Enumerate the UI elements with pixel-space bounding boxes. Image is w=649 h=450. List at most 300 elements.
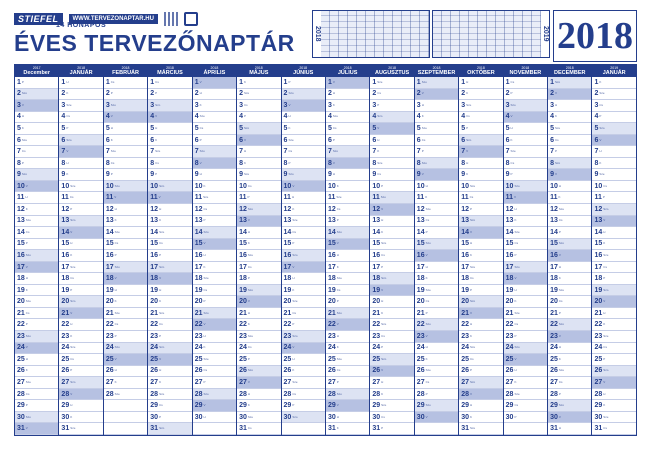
day-number: 6 <box>239 136 244 144</box>
day-number: 12 <box>194 205 203 213</box>
weekday-label: P <box>425 229 428 234</box>
weekday-label: K <box>470 252 473 257</box>
day-cell <box>15 181 58 193</box>
weekday-label: Szo <box>25 333 31 338</box>
day-cell <box>148 343 191 355</box>
weekday-label: H <box>159 206 162 211</box>
day-cell <box>148 135 191 147</box>
weekday-label: V <box>466 149 469 154</box>
day-number: 21 <box>239 309 247 317</box>
day-cell <box>148 100 191 112</box>
weekday-label: P <box>558 229 561 234</box>
weekday-label: K <box>599 79 602 84</box>
day-cell <box>415 412 458 424</box>
day-number: 30 <box>550 413 558 421</box>
day-cell <box>370 146 413 158</box>
weekday-label: Szo <box>425 241 431 246</box>
weekday-label: P <box>425 310 428 315</box>
weekday-label: Cs <box>558 379 563 384</box>
weekday-label: P <box>159 414 162 419</box>
weekday-label: Sze <box>25 299 31 304</box>
day-cell <box>282 308 325 320</box>
day-number: 11 <box>239 194 247 202</box>
weekday-label: V <box>288 102 291 107</box>
weekday-label: Cs <box>381 252 385 257</box>
day-cell <box>370 423 413 435</box>
weekday-label: Cs <box>114 241 119 246</box>
weekday-label: V <box>510 114 513 119</box>
day-cell <box>592 181 635 193</box>
weekday-label: P <box>25 241 28 246</box>
day-number: 6 <box>283 136 288 144</box>
day-number: 21 <box>550 309 558 317</box>
day-cell <box>592 204 635 216</box>
weekday-label: V <box>25 183 28 188</box>
day-number: 14 <box>105 228 114 236</box>
day-number: 19 <box>239 286 247 294</box>
day-cell <box>15 112 58 124</box>
day-cell <box>592 366 635 378</box>
day-number: 27 <box>283 378 292 386</box>
day-number: 18 <box>550 275 558 283</box>
day-number: 25 <box>505 355 514 363</box>
day-number: 16 <box>461 251 470 259</box>
day-cell <box>237 112 280 124</box>
day-cell <box>326 216 369 228</box>
day-number: 9 <box>194 171 199 179</box>
weekday-label: H <box>247 310 251 315</box>
weekday-label: H <box>381 218 384 223</box>
day-number: 2 <box>194 90 199 98</box>
day-cell <box>282 250 325 262</box>
weekday-label: Szo <box>514 264 520 269</box>
month-column <box>370 65 414 435</box>
day-cell <box>148 319 191 331</box>
day-number: 23 <box>327 332 336 340</box>
day-cell <box>370 216 413 228</box>
day-cell <box>148 423 191 435</box>
day-cell <box>15 308 58 320</box>
day-cell <box>326 169 369 181</box>
month-year: 2018 <box>254 65 263 70</box>
day-cell <box>148 158 191 170</box>
day-cell <box>237 89 280 101</box>
weekday-label: H <box>336 252 339 257</box>
day-cell <box>148 400 191 412</box>
weekday-label: K <box>199 102 202 107</box>
weekday-label: Cs <box>159 322 163 327</box>
day-cell <box>504 216 547 228</box>
weekday-label: Sze <box>514 391 520 396</box>
day-cell <box>459 204 502 216</box>
month-name: MÁRCIUS <box>157 69 183 76</box>
weekday-label: P <box>514 252 517 257</box>
weekday-label: H <box>159 368 162 373</box>
weekday-label: P <box>554 149 557 154</box>
day-cell <box>237 400 280 412</box>
day-cell <box>415 169 458 181</box>
weekday-label: H <box>288 114 291 119</box>
day-number: 12 <box>372 205 381 213</box>
day-cell <box>148 389 191 401</box>
day-cell <box>548 285 591 297</box>
weekday-label: Szo <box>336 229 342 234</box>
day-cell <box>104 89 147 101</box>
weekday-label: K <box>558 195 561 200</box>
weekday-label: Sze <box>599 91 605 96</box>
day-cell <box>592 354 635 366</box>
day-number: 31 <box>239 425 247 433</box>
day-number: 7 <box>239 148 244 156</box>
day-number: 15 <box>550 240 558 248</box>
day-cell <box>459 377 502 389</box>
day-number: 28 <box>194 390 203 398</box>
day-cell <box>415 239 458 251</box>
day-number: 19 <box>550 286 558 294</box>
day-number: 14 <box>461 228 470 236</box>
weekday-label: P <box>336 299 339 304</box>
day-number: 13 <box>194 217 203 225</box>
day-cell <box>148 123 191 135</box>
day-number: 22 <box>17 321 25 329</box>
day-number: 16 <box>372 251 381 259</box>
day-number: 3 <box>105 101 110 109</box>
day-number: 13 <box>327 217 336 225</box>
day-cell <box>459 181 502 193</box>
day-cell <box>459 262 502 274</box>
day-cell <box>592 227 635 239</box>
weekday-label: K <box>159 218 162 223</box>
weekday-label: V <box>25 345 28 350</box>
day-number: 10 <box>194 182 203 190</box>
day-number: 23 <box>594 332 603 340</box>
day-number: 30 <box>372 413 381 421</box>
weekday-label: K <box>70 414 73 419</box>
day-cell <box>326 319 369 331</box>
weekday-label: Cs <box>292 310 296 315</box>
month-year: 2018 <box>210 65 219 70</box>
day-number: 1 <box>461 78 466 86</box>
weekday-label: V <box>558 333 561 338</box>
weekday-label: P <box>466 125 469 130</box>
weekday-label: Cs <box>514 241 519 246</box>
day-cell <box>15 89 58 101</box>
day-number: 7 <box>594 148 599 156</box>
day-cell <box>59 135 102 147</box>
day-cell <box>370 123 413 135</box>
day-number: 28 <box>372 390 381 398</box>
empty-day-cell <box>415 423 458 435</box>
empty-day-cell <box>504 423 547 435</box>
day-number: 20 <box>505 298 514 306</box>
weekday-label: K <box>244 160 247 165</box>
day-cell <box>326 412 369 424</box>
day-number: 25 <box>327 355 336 363</box>
weekday-label: K <box>332 102 335 107</box>
day-number: 20 <box>150 298 159 306</box>
day-cell <box>15 377 58 389</box>
day-number: 19 <box>372 286 381 294</box>
weekday-label: Cs <box>25 391 30 396</box>
month-header <box>15 65 58 77</box>
weekday-label: V <box>514 276 517 281</box>
day-cell <box>282 112 325 124</box>
day-cell <box>592 89 635 101</box>
day-number: 11 <box>594 194 602 202</box>
day-number: 17 <box>61 263 70 271</box>
day-cell <box>415 400 458 412</box>
day-cell <box>15 204 58 216</box>
month-column <box>326 65 370 435</box>
weekday-label: V <box>603 299 606 304</box>
day-cell <box>459 250 502 262</box>
month-name: JÚLIUS <box>337 69 358 76</box>
day-number: 28 <box>150 390 159 398</box>
weekday-label: H <box>25 195 28 200</box>
weekday-label: P <box>199 137 202 142</box>
day-cell <box>15 343 58 355</box>
weekday-label: Cs <box>377 91 381 96</box>
day-cell <box>282 412 325 424</box>
weekday-label: Sze <box>21 137 28 142</box>
day-number: 14 <box>372 228 381 236</box>
day-number: 14 <box>327 228 336 236</box>
day-cell <box>548 331 591 343</box>
day-cell <box>15 285 58 297</box>
day-cell <box>548 204 591 216</box>
weekday-label: H <box>199 91 202 96</box>
day-cell <box>282 343 325 355</box>
weekday-label: Cs <box>25 310 30 315</box>
month-year: 2018 <box>166 65 174 70</box>
day-number: 14 <box>150 228 159 236</box>
weekday-label: H <box>425 345 428 350</box>
weekday-label: P <box>510 172 513 177</box>
weekday-label: H <box>470 322 473 327</box>
weekday-label: Cs <box>155 160 159 165</box>
day-cell <box>193 158 236 170</box>
day-cell <box>193 273 236 285</box>
day-number: 23 <box>283 332 292 340</box>
weekday-label: Cs <box>288 149 293 154</box>
day-cell <box>104 181 147 193</box>
day-number: 15 <box>327 240 336 248</box>
weekday-label: V <box>425 414 428 419</box>
day-cell <box>459 354 502 366</box>
weekday-label: P <box>159 252 162 257</box>
day-cell <box>59 273 102 285</box>
day-cell <box>282 400 325 412</box>
weekday-label: Sze <box>159 229 165 234</box>
weekday-label: Szo <box>558 403 565 408</box>
weekday-label: Szo <box>336 310 342 315</box>
weekday-label: Cs <box>603 345 607 350</box>
day-number: 22 <box>150 321 159 329</box>
day-cell <box>415 354 458 366</box>
weekday-label: Szo <box>203 229 209 234</box>
day-cell <box>592 331 635 343</box>
day-cell <box>326 227 369 239</box>
day-number: 21 <box>416 309 425 317</box>
day-cell <box>59 181 102 193</box>
day-cell <box>592 262 635 274</box>
weekday-label: P <box>70 368 73 373</box>
day-cell <box>237 100 280 112</box>
weekday-label: V <box>514 195 517 200</box>
weekday-label: Szo <box>21 172 28 177</box>
day-number: 16 <box>61 251 70 259</box>
day-number: 6 <box>461 136 466 144</box>
day-number: 21 <box>372 309 381 317</box>
day-number: 16 <box>550 251 558 259</box>
day-cell <box>592 216 635 228</box>
day-number: 1 <box>150 78 155 86</box>
day-cell <box>370 89 413 101</box>
day-cell <box>548 89 591 101</box>
day-cell <box>592 285 635 297</box>
day-number: 17 <box>105 263 114 271</box>
day-number: 2 <box>416 90 421 98</box>
weekday-label: Szo <box>203 310 209 315</box>
day-cell <box>104 343 147 355</box>
day-cell <box>148 296 191 308</box>
day-number: 7 <box>327 148 332 156</box>
weekday-label: K <box>244 79 247 84</box>
qr-code-icon <box>164 12 178 26</box>
day-number: 5 <box>105 124 110 132</box>
month-header <box>59 65 102 77</box>
day-number: 8 <box>594 159 599 167</box>
day-number: 7 <box>194 148 199 156</box>
day-cell <box>59 169 102 181</box>
day-number: 13 <box>239 217 247 225</box>
day-number: 4 <box>594 113 599 121</box>
weekday-label: Cs <box>466 114 470 119</box>
weekday-label: V <box>381 287 384 292</box>
day-number: 1 <box>594 78 599 86</box>
day-cell <box>459 135 502 147</box>
day-cell <box>237 158 280 170</box>
day-number: 29 <box>17 402 25 410</box>
weekday-label: P <box>336 218 339 223</box>
weekday-label: K <box>377 149 380 154</box>
month-name: JÚNIUS <box>293 69 314 76</box>
weekday-label: K <box>425 195 428 200</box>
day-cell <box>504 250 547 262</box>
day-cell <box>592 123 635 135</box>
day-number: 20 <box>194 298 203 306</box>
day-cell <box>193 354 236 366</box>
day-number: 23 <box>150 332 159 340</box>
month-year: 2018 <box>343 65 352 70</box>
day-cell <box>193 89 236 101</box>
day-number: 16 <box>17 251 25 259</box>
weekday-label: V <box>470 310 473 315</box>
weekday-label: K <box>421 114 424 119</box>
day-cell <box>282 216 325 228</box>
day-cell <box>104 112 147 124</box>
day-number: 21 <box>17 309 25 317</box>
weekday-label: H <box>247 391 251 396</box>
day-cell <box>282 331 325 343</box>
day-cell <box>504 412 547 424</box>
day-cell <box>282 366 325 378</box>
day-cell <box>459 227 502 239</box>
day-number: 16 <box>150 251 159 259</box>
weekday-label: Sze <box>558 206 565 211</box>
day-number: 17 <box>283 263 292 271</box>
day-number: 26 <box>594 367 603 375</box>
day-cell <box>459 423 502 435</box>
weekday-label: Sze <box>203 276 209 281</box>
day-cell <box>370 366 413 378</box>
day-cell <box>415 262 458 274</box>
weekday-label: H <box>114 206 117 211</box>
day-number: 4 <box>150 113 155 121</box>
day-number: 22 <box>550 321 558 329</box>
day-cell <box>504 343 547 355</box>
day-number: 10 <box>105 182 114 190</box>
weekday-label: H <box>25 356 28 361</box>
weekday-label: P <box>381 264 384 269</box>
day-cell <box>370 331 413 343</box>
day-cell <box>15 412 58 424</box>
day-number: 28 <box>327 390 336 398</box>
day-number: 23 <box>372 332 381 340</box>
weekday-label: Cs <box>292 229 296 234</box>
day-number: 13 <box>61 217 70 225</box>
day-number: 19 <box>194 286 203 294</box>
day-cell <box>504 77 547 89</box>
weekday-label: K <box>603 403 606 408</box>
weekday-label: P <box>381 345 384 350</box>
day-cell <box>548 389 591 401</box>
day-number: 6 <box>327 136 332 144</box>
weekday-label: Sze <box>466 102 472 107</box>
day-number: 13 <box>461 217 470 225</box>
day-cell <box>237 227 280 239</box>
month-name: MÁJUS <box>249 69 269 76</box>
day-cell <box>282 100 325 112</box>
day-cell <box>282 181 325 193</box>
weekday-label: Cs <box>199 125 204 130</box>
weekday-label: K <box>159 379 162 384</box>
day-cell <box>548 250 591 262</box>
weekday-label: V <box>66 149 69 154</box>
day-number: 9 <box>461 171 466 179</box>
day-number: 26 <box>505 367 514 375</box>
day-number: 25 <box>283 355 292 363</box>
day-number: 30 <box>150 413 159 421</box>
day-number: 10 <box>594 182 603 190</box>
weekday-label: V <box>247 218 250 223</box>
weekday-label: H <box>558 345 562 350</box>
day-cell <box>504 377 547 389</box>
day-cell <box>504 331 547 343</box>
day-number: 27 <box>61 378 70 386</box>
day-cell <box>548 354 591 366</box>
day-number: 10 <box>150 182 159 190</box>
day-cell <box>193 331 236 343</box>
day-number: 20 <box>239 298 247 306</box>
day-cell <box>59 216 102 228</box>
day-cell <box>237 192 280 204</box>
day-number: 2 <box>105 90 110 98</box>
day-cell <box>592 343 635 355</box>
day-number: 5 <box>17 124 21 132</box>
day-cell <box>282 389 325 401</box>
day-cell <box>104 169 147 181</box>
